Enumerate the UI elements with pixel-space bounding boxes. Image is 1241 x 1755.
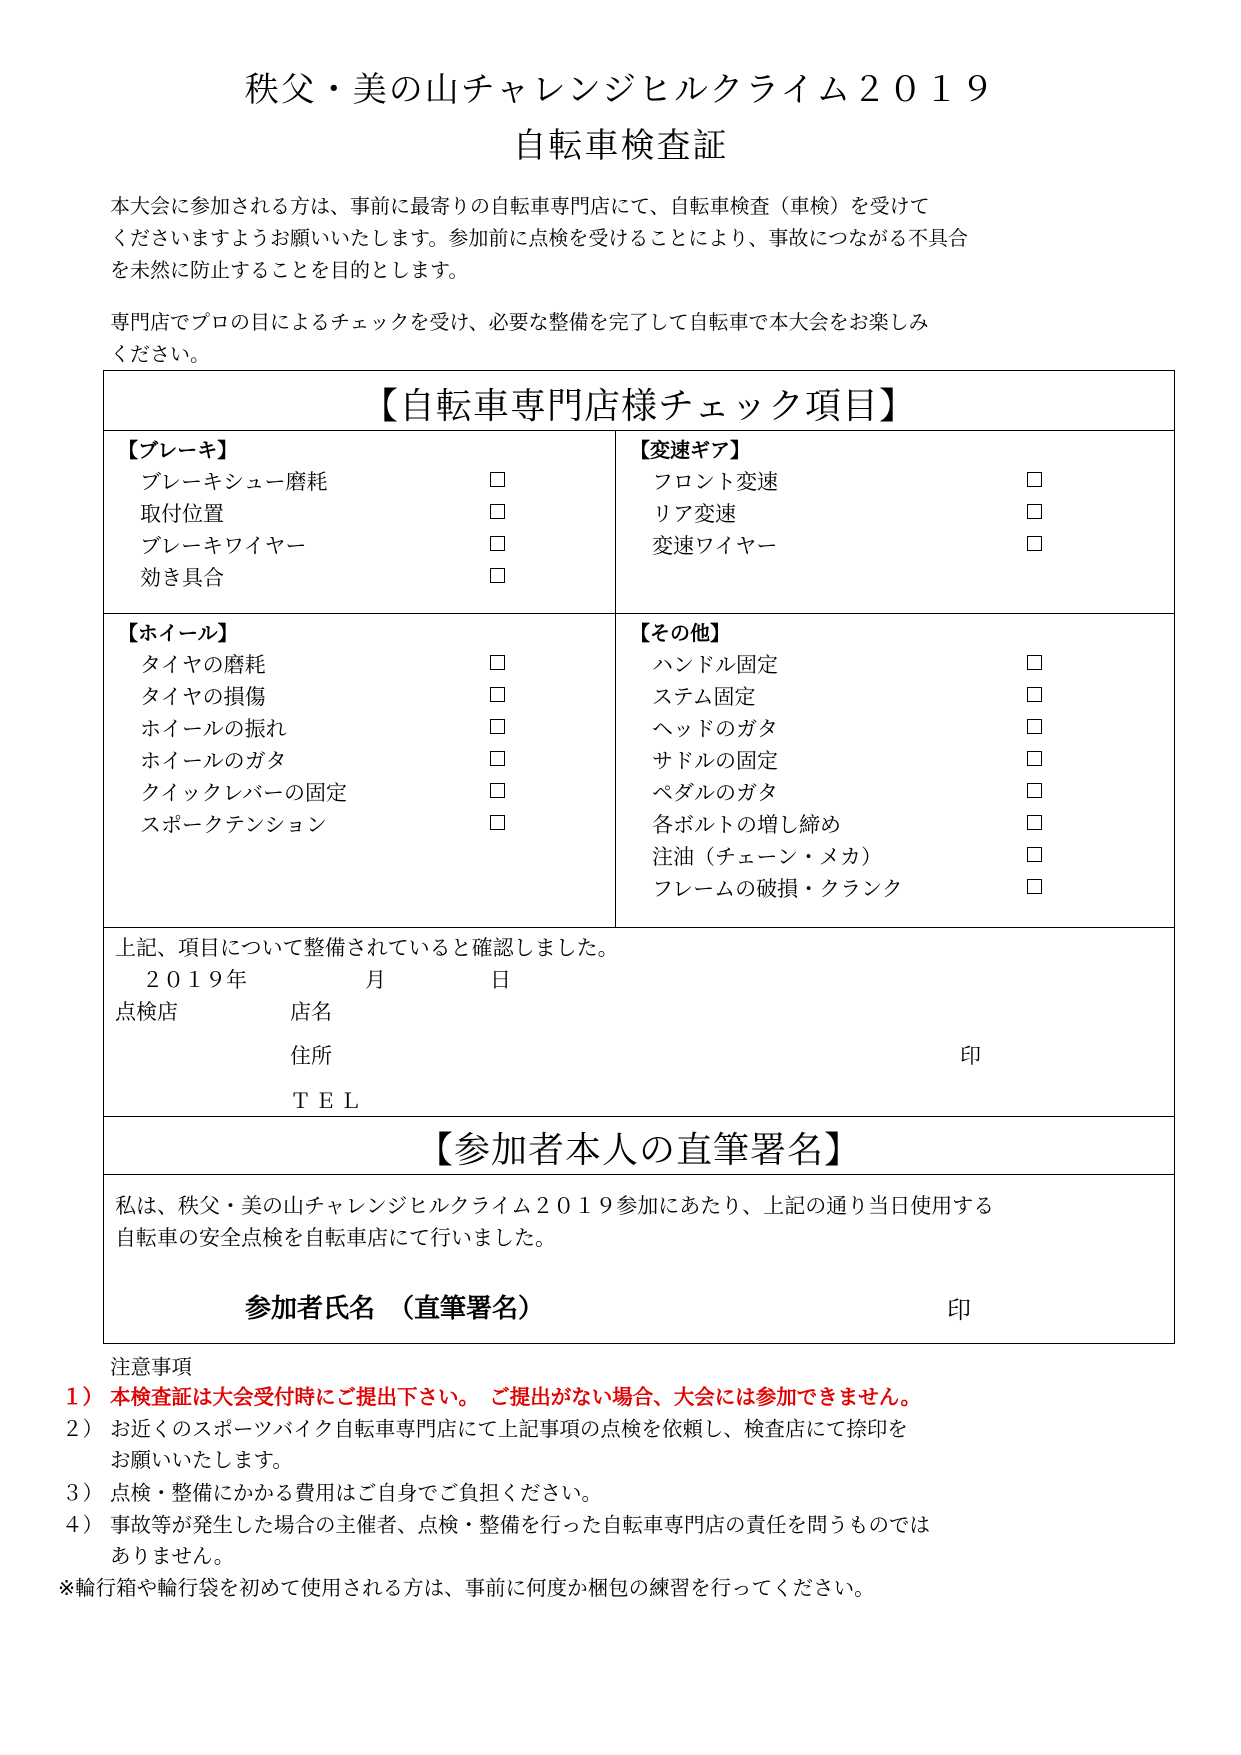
checkbox[interactable]	[490, 815, 505, 830]
gear-item: 変速ワイヤー	[652, 534, 778, 558]
other-item: ペダルのガタ	[652, 781, 778, 805]
signature-text: 自転車の安全点検を自転車店にて行いました。	[115, 1226, 556, 1250]
shop-name-field[interactable]: 店名	[290, 1000, 332, 1024]
note-number: ２）	[62, 1417, 103, 1441]
participant-seal: 印	[947, 1296, 971, 1324]
document-subtitle: 自転車検査証	[512, 126, 729, 166]
note-text: 点検・整備にかかる費用はご自身でご負担ください。	[110, 1481, 602, 1505]
column-divider	[615, 430, 616, 927]
checkbox[interactable]	[1027, 751, 1042, 766]
note-number: ３）	[62, 1481, 103, 1505]
note-number: ４）	[62, 1513, 103, 1537]
divider	[103, 430, 1175, 431]
gear-item: フロント変速	[652, 470, 778, 494]
intro-line: ください。	[110, 342, 210, 366]
other-item: サドルの固定	[652, 749, 778, 773]
note-text: ありません。	[110, 1544, 235, 1568]
footer-note: ※輪行箱や輪行袋を初めて使用される方は、事前に何度か梱包の練習を行ってください。	[58, 1576, 875, 1600]
checkbox[interactable]	[490, 687, 505, 702]
gear-category-label: 【変速ギア】	[630, 438, 750, 462]
checkbox[interactable]	[1027, 783, 1042, 798]
brake-item: ブレーキシュー磨耗	[140, 470, 328, 494]
wheel-item: クイックレバーの固定	[140, 781, 348, 805]
checkbox[interactable]	[1027, 655, 1042, 670]
confirm-statement: 上記、項目について整備されていると確認しました。	[115, 936, 619, 960]
checkbox[interactable]	[490, 751, 505, 766]
checkbox[interactable]	[1027, 536, 1042, 551]
divider	[103, 1116, 1175, 1117]
signature-text: 私は、秩父・美の山チャレンジヒルクライム２０１９参加にあたり、上記の通り当日使用する	[115, 1194, 995, 1218]
note-number: １）	[62, 1385, 103, 1409]
checkbox[interactable]	[1027, 879, 1042, 894]
other-item: ハンドル固定	[652, 653, 778, 677]
date-year: ２０１９年	[142, 968, 247, 992]
other-item: ステム固定	[652, 685, 756, 709]
checkbox[interactable]	[1027, 687, 1042, 702]
other-item: 注油（チェーン・メカ）	[652, 845, 882, 869]
wheel-item: スポークテンション	[140, 813, 328, 837]
checkbox[interactable]	[490, 719, 505, 734]
divider	[103, 927, 1175, 928]
shop-tel-field[interactable]: ＴＥＬ	[290, 1089, 365, 1113]
checkbox[interactable]	[490, 655, 505, 670]
checkbox[interactable]	[490, 783, 505, 798]
wheel-item: タイヤの磨耗	[140, 653, 266, 677]
note-text: お願いいたします。	[110, 1448, 293, 1472]
checkbox[interactable]	[490, 472, 505, 487]
gear-item: リア変速	[652, 502, 736, 526]
date-day: 日	[490, 968, 511, 992]
checkbox[interactable]	[1027, 719, 1042, 734]
wheel-item: ホイールの振れ	[140, 717, 287, 741]
other-item: 各ボルトの増し締め	[652, 813, 841, 837]
checkbox[interactable]	[1027, 815, 1042, 830]
checkbox[interactable]	[490, 504, 505, 519]
divider	[103, 1174, 1175, 1175]
checkbox[interactable]	[1027, 847, 1042, 862]
brake-item: 効き具合	[140, 566, 224, 590]
signature-heading: 【参加者本人の直筆署名】	[416, 1130, 861, 1171]
document-title: 秩父・美の山チャレンジヒルクライム２０１９	[244, 70, 997, 110]
note-text: お近くのスポーツバイク自転車専門店にて上記事項の点検を依頼し、検査店にて捺印を	[110, 1417, 908, 1441]
checklist-heading: 【自転車専門店様チェック項目】	[362, 386, 916, 427]
other-category-label: 【その他】	[630, 621, 730, 645]
note-warning: 本検査証は大会受付時にご提出下さい。 ご提出がない場合、大会には参加できません。	[110, 1385, 921, 1409]
intro-line: を未然に防止することを目的とします。	[110, 258, 469, 282]
checkbox[interactable]	[490, 568, 505, 583]
shop-label: 点検店	[115, 1000, 178, 1024]
wheel-category-label: 【ホイール】	[118, 621, 238, 645]
shop-address-field[interactable]: 住所	[290, 1044, 332, 1068]
notes-heading: 注意事項	[110, 1355, 192, 1379]
shop-seal: 印	[960, 1044, 981, 1068]
wheel-item: タイヤの損傷	[140, 685, 266, 709]
intro-line: 本大会に参加される方は、事前に最寄りの自転車専門店にて、自転車検査（車検）を受けて	[110, 194, 930, 218]
participant-name-field[interactable]: 参加者氏名 （直筆署名）	[245, 1294, 545, 1324]
checkbox[interactable]	[1027, 472, 1042, 487]
wheel-item: ホイールのガタ	[140, 749, 287, 773]
checkbox[interactable]	[490, 536, 505, 551]
other-item: ヘッドのガタ	[652, 717, 778, 741]
intro-line: くださいますようお願いいたします。参加前に点検を受けることにより、事故につながる不具合	[110, 226, 968, 250]
brake-item: 取付位置	[140, 502, 224, 526]
note-text: 事故等が発生した場合の主催者、点検・整備を行った自転車専門店の責任を問うものでは	[110, 1513, 930, 1537]
other-item: フレームの破損・クランク	[652, 877, 903, 901]
intro-line: 専門店でプロの目によるチェックを受け、必要な整備を完了して自転車で本大会をお楽しみ	[110, 310, 929, 334]
brake-category-label: 【ブレーキ】	[118, 438, 238, 462]
divider	[103, 613, 1175, 614]
date-month: 月	[365, 968, 386, 992]
brake-item: ブレーキワイヤー	[140, 534, 307, 558]
checkbox[interactable]	[1027, 504, 1042, 519]
